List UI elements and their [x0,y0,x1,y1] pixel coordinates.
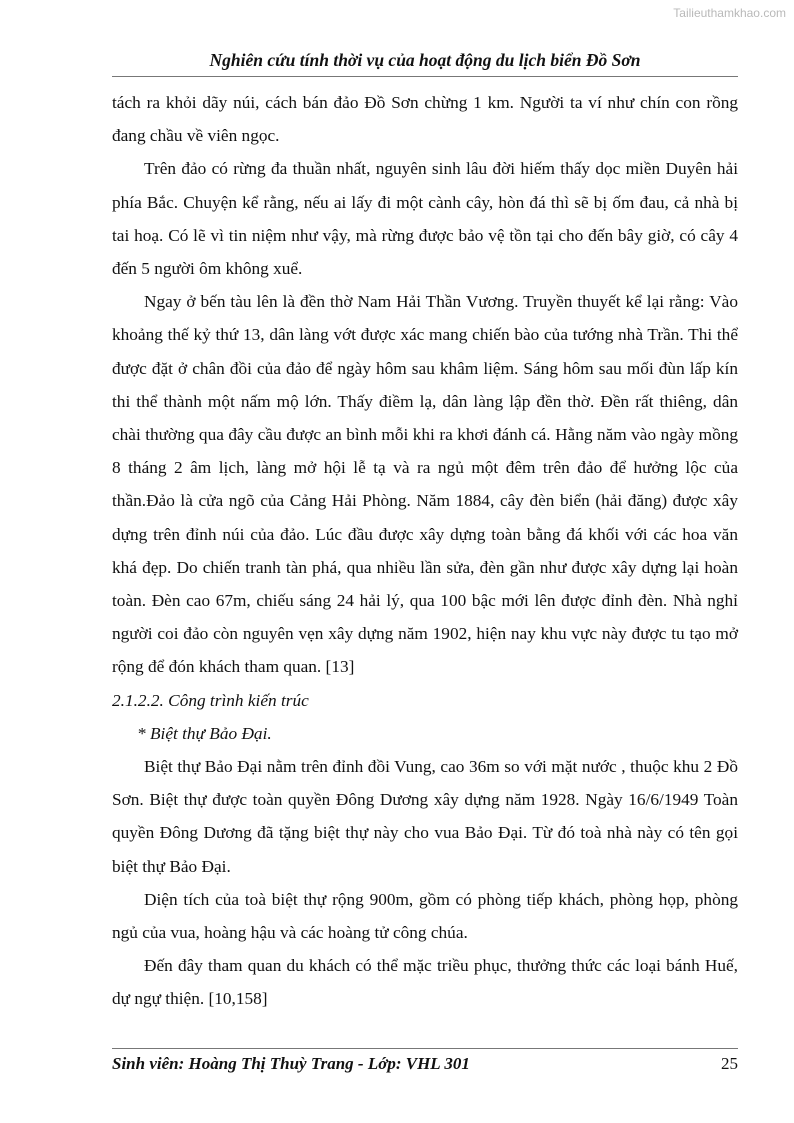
paragraph-villa-visit: Đến đây tham quan du khách có thể mặc triều phục, thưởng thức các loại bánh Huế, dự ngự thiện. [10,158] [112,956,738,1009]
paragraph-forest: Trên đảo có rừng đa thuần nhất, nguyên sinh lâu đời hiếm thấy dọc miền Duyên hải phía Bắc. Chuyện kể rằng, nếu ai lấy đi một cành cây, hòn đá thì sẽ bị ốm đau, cả nhà bị tai hoạ. Có lẽ vì tin niệm như vậy, mà rừng được bảo vệ tồn tại cho đến bây giờ, có cây 4 đến 5 người ôm không xuể. [112,159,738,279]
page-header-title: Nghiên cứu tính thời vụ của hoạt động du lịch biển Đồ Sơn [209,50,641,70]
watermark: Tailieuthamkhao.com [673,6,786,20]
footer-divider [112,1048,738,1049]
paragraph-villa-area: Diện tích của toà biệt thự rộng 900m, gồm có phòng tiếp khách, phòng họp, phòng ngủ của vua, hoàng hậu và các hoàng tử công chúa. [112,889,738,943]
page-number: 25 [721,1054,738,1073]
paragraph-continuation: tách ra khỏi dãy núi, cách bán đảo Đồ Sơn chừng 1 km. Người ta ví như chín con rồng đang chầu về viên ngọc. [112,93,738,146]
paragraph-villa-history: Biệt thự Bảo Đại nằm trên đỉnh đồi Vung, cao 36m so với mặt nước , thuộc khu 2 Đồ Sơn. Biệt thự được toàn quyền Đông Dương xây dựng năm 1928. Ngày 16/6/1949 Toàn quyền Đông Dương đã tặng biệt thự này cho vua Bảo Đại. Từ đó toà nhà này có tên gọi biệt thự Bảo Đại. [112,757,738,876]
footer-author: Sinh viên: Hoàng Thị Thuỳ Trang - Lớp: VHL 301 [112,1054,470,1073]
header-divider [112,76,738,77]
subsection-heading: * Biệt thự Bảo Đại. [137,723,272,743]
paragraph-temple-lighthouse: Ngay ở bến tàu lên là đền thờ Nam Hải Thần Vương. Truyền thuyết kể lại rằng: Vào khoảng thế kỷ thứ 13, dân làng vớt được xác mang chiến bào của tướng nhà Trần. Thi thể được đặt ở chân đồi của đảo để ngày hôm sau khâm liệm. Sáng hôm sau mối đùn lấp kín thi thể thành một nấm mộ lớn. Thấy điềm lạ, dân làng lập đền thờ. Đền rất thiêng, dân chài thường qua đây cầu được an bình mỗi khi ra khơi đánh cá. Hằng năm vào ngày mồng 8 tháng 2 âm lịch, làng mở hội lễ tạ và ra ngủ một đêm trên đảo để hưởng lộc của thần.Đảo là cửa ngõ của Cảng Hải Phòng. Năm 1884, cây đèn biển (hải đăng) được xây dựng trên đỉnh núi của đảo. Lúc đầu được xây dựng toàn bằng đá khối với các hoa văn khá đẹp. Do chiến tranh tàn phá, qua nhiều lần sửa, đèn gần như được xây dựng lại hoàn toàn. Đèn cao 67m, chiếu sáng 24 hải lý, qua 100 bậc mới lên được đỉnh đèn. Nhà nghỉ người coi đảo còn nguyên vẹn xây dựng năm 1902, hiện nay khu vực này được tu tạo mở rộng để đón khách tham quan. [13] [112,292,738,677]
section-heading: 2.1.2.2. Công trình kiến trúc [112,690,309,710]
document-body [112,86,738,1016]
